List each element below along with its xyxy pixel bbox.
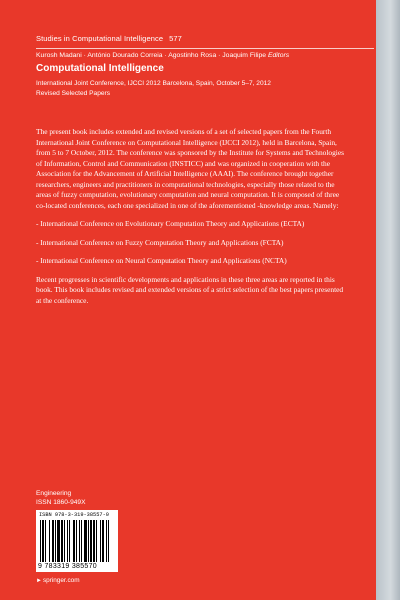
barcode-bar bbox=[96, 520, 97, 562]
barcode-bar bbox=[55, 520, 56, 562]
blurb-paragraph-2: Recent progresses in scientific developments and applications in these three areas are reported in this book. This book includes revised and extended versions of a strict selection of the best papers presented at the conference. bbox=[36, 274, 344, 305]
barcode-bar bbox=[52, 520, 54, 562]
barcode-icon bbox=[40, 520, 114, 562]
barcode-bar bbox=[108, 520, 109, 562]
series-name: Studies in Computational Intelligence bbox=[36, 34, 164, 43]
conference-list bbox=[36, 219, 348, 267]
barcode-bar bbox=[76, 520, 77, 562]
barcode-bar bbox=[45, 520, 46, 562]
barcode-box bbox=[36, 510, 118, 572]
subject-label: Engineering bbox=[36, 490, 72, 497]
barcode-bar bbox=[88, 520, 89, 562]
barcode-bar bbox=[73, 520, 75, 562]
spine-edge bbox=[376, 0, 400, 600]
barcode-bar bbox=[40, 520, 41, 562]
barcode-bar bbox=[90, 520, 92, 562]
barcode-bar bbox=[64, 520, 65, 562]
barcode-bar bbox=[57, 520, 60, 562]
conference-item-ncta: - International Conference on Neural Computation Theory and Applications (NCTA) bbox=[36, 256, 287, 265]
barcode-bar bbox=[84, 520, 87, 562]
arrow-icon: ► bbox=[36, 578, 42, 584]
subtitle-conference: International Joint Conference, IJCCI 2012 Barcelona, Spain, October 5–7, 2012 bbox=[36, 80, 271, 87]
barcode-bar bbox=[42, 520, 44, 562]
barcode-bar bbox=[67, 520, 68, 562]
editors-line bbox=[36, 52, 289, 59]
editors-role: Editors bbox=[267, 52, 290, 59]
barcode-bar bbox=[93, 520, 95, 562]
barcode-bar bbox=[81, 520, 82, 562]
barcode-bar bbox=[61, 520, 63, 562]
subject-block bbox=[36, 490, 86, 507]
issn-label: ISSN 1860-949X bbox=[36, 498, 86, 506]
series-line bbox=[36, 34, 182, 43]
barcode-bar bbox=[69, 520, 70, 562]
barcode-bar bbox=[106, 520, 107, 562]
book-title: Computational Intelligence bbox=[36, 63, 164, 74]
editor-names: Kurosh Madani · António Dourado Correia · Agostinho Rosa · Joaquim Filipe bbox=[36, 52, 267, 59]
publisher-link[interactable] bbox=[36, 577, 80, 584]
barcode-digits: 9 783319 385570 bbox=[38, 563, 97, 570]
publisher-url[interactable]: springer.com bbox=[42, 577, 80, 584]
subtitle-revised: Revised Selected Papers bbox=[36, 90, 111, 97]
series-divider bbox=[36, 48, 374, 49]
isbn-label: ISBN 978-3-319-38557-0 bbox=[39, 512, 109, 518]
barcode-bar bbox=[79, 520, 80, 562]
blurb-paragraph-1: The present book includes extended and revised versions of a set of selected papers from the Fourth International Joint Conference on Computational Intelligence (IJCCI 2012), held in Barcelona, Spain, from 5 to 7 October, 2012. The conference was sponsored by the Institute for Systems and Technologies of Information, Control and Communication (INSTICC) and was organized in cooperation with the Association for the Advancement of Artificial Intelligence (AAAI). The conference brought together researchers, engineers and practitioners in computational technologies, especially those related to the areas of fuzzy computation, evolutionary computation and neural computation. It is composed of three co-located conferences, each one specialized in one of the aforementioned -knowledge areas. Namely: bbox=[36, 127, 345, 210]
series-number: 577 bbox=[169, 34, 182, 43]
barcode-bar bbox=[102, 520, 104, 562]
conference-item-ecta: - International Conference on Evolutionary Computation Theory and Applications (ECTA) bbox=[36, 219, 305, 228]
back-cover-blurb bbox=[36, 127, 348, 314]
barcode-bar bbox=[100, 520, 101, 562]
barcode-bar bbox=[49, 520, 50, 562]
conference-item-fcta: - International Conference on Fuzzy Computation Theory and Applications (FCTA) bbox=[36, 237, 284, 247]
